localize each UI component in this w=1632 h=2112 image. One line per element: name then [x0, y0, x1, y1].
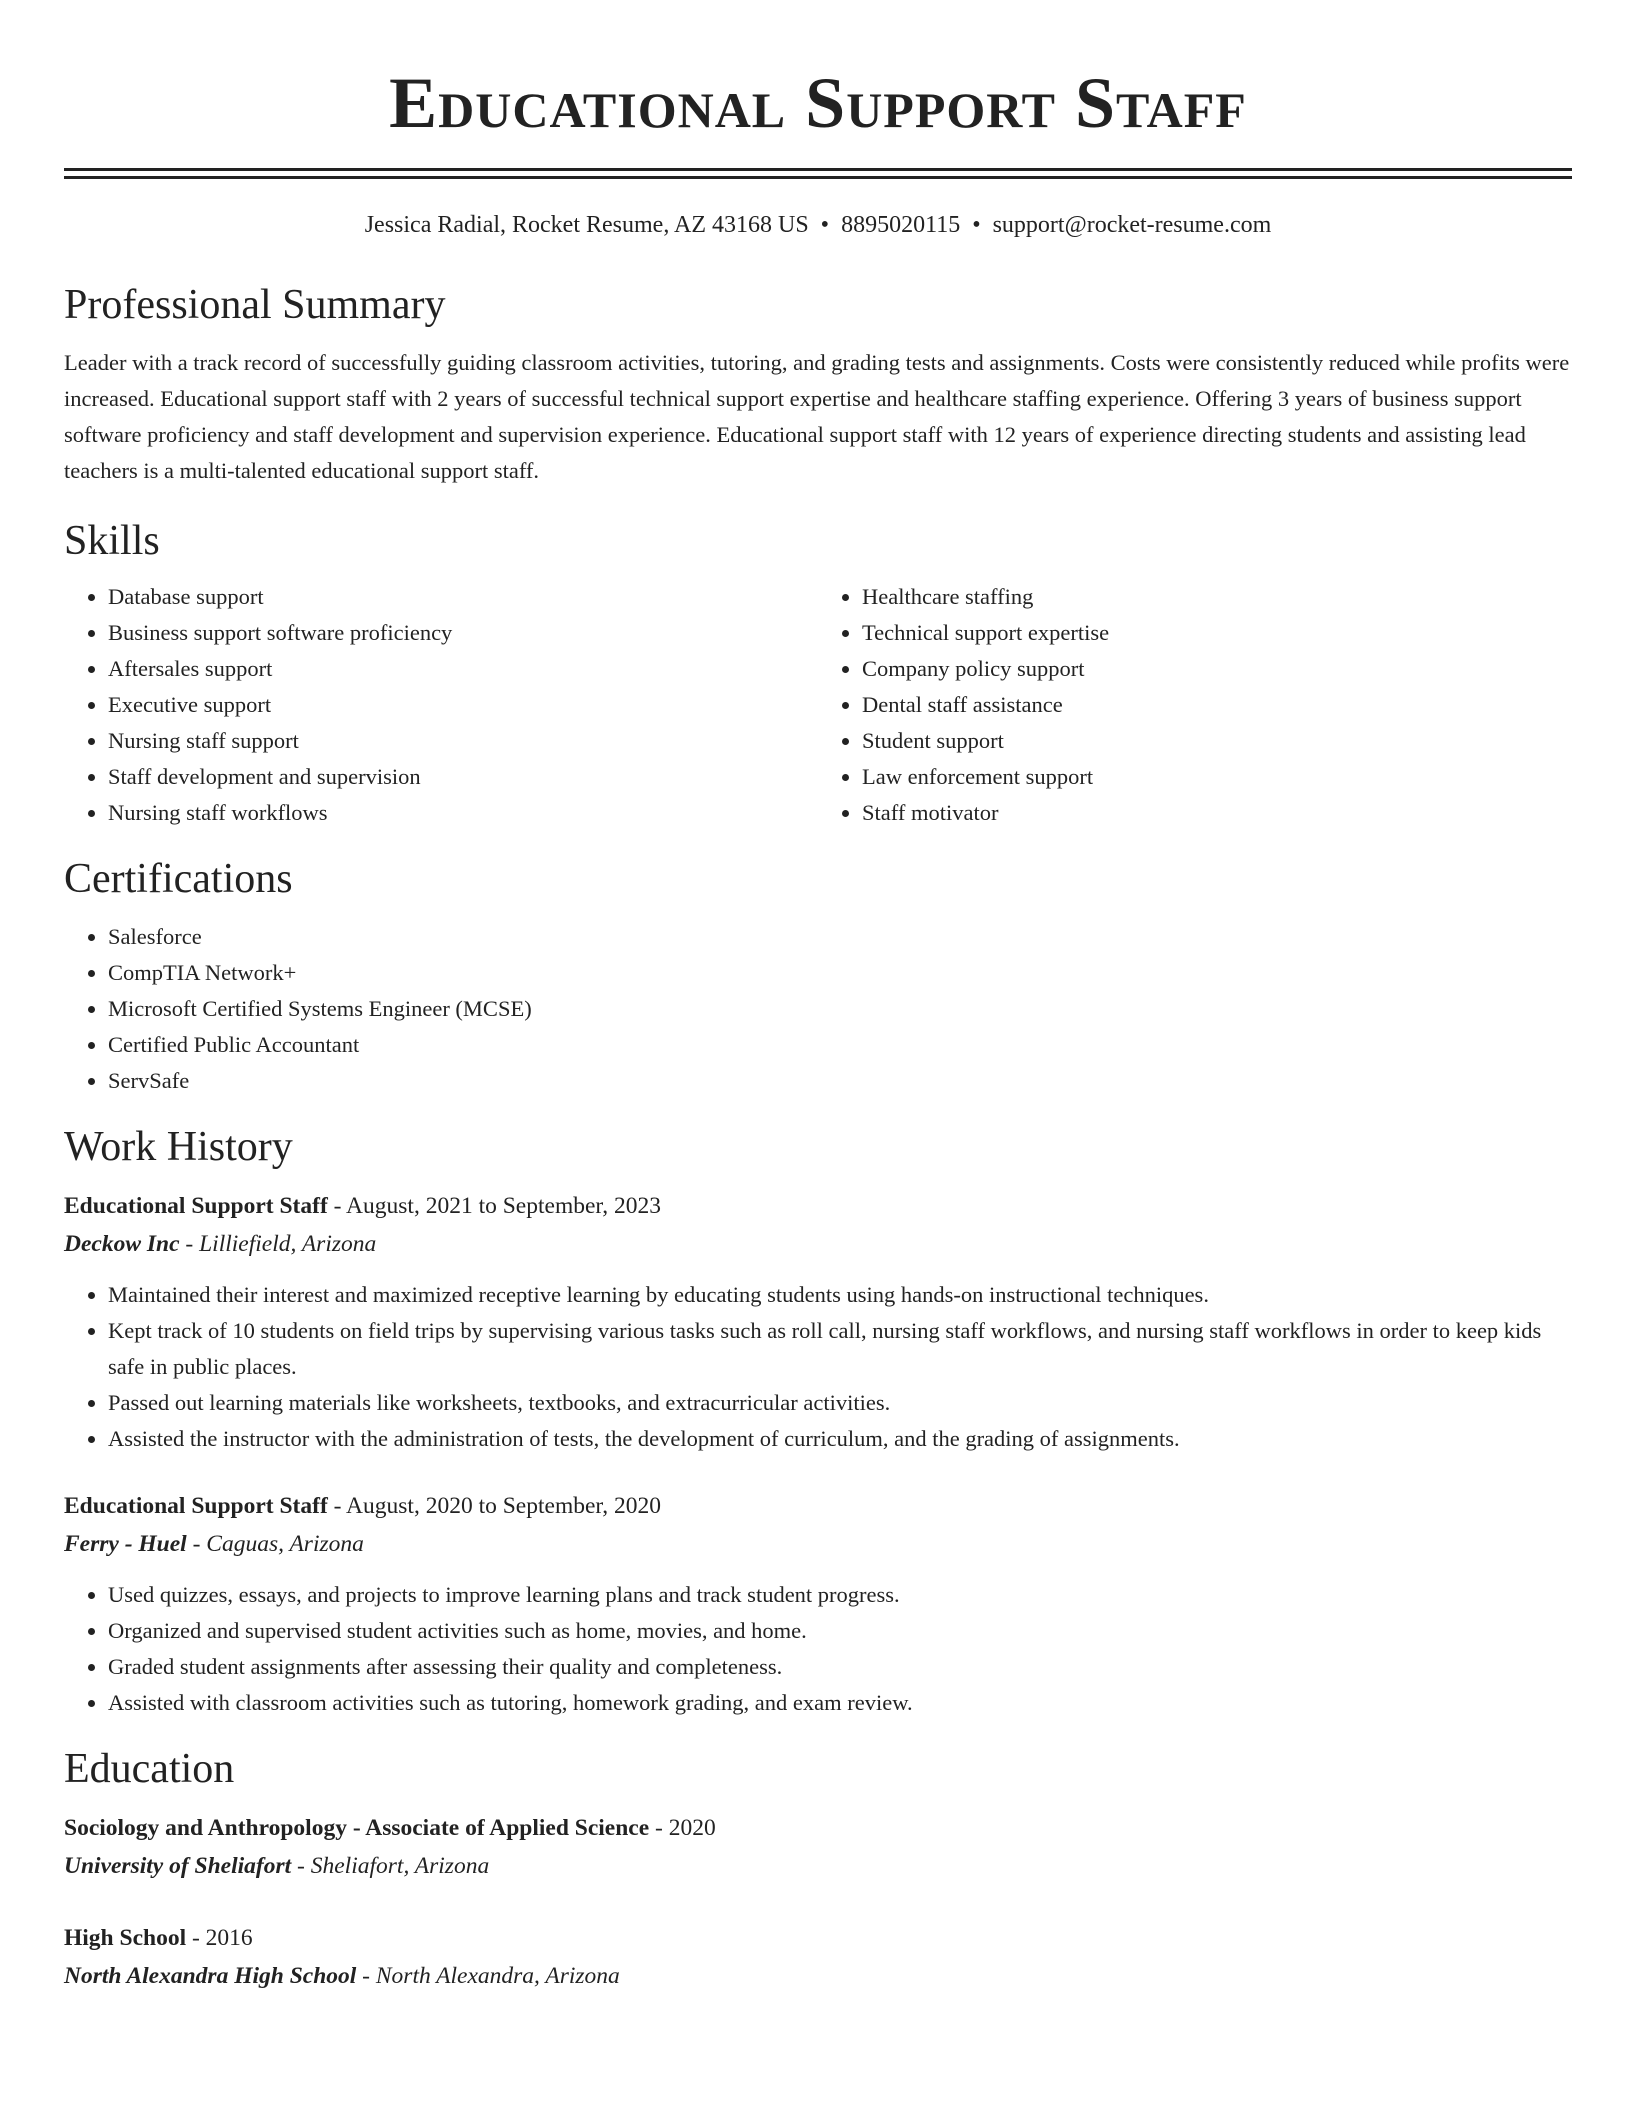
skill-item: • Company policy support [862, 651, 1572, 687]
skill-item: • Aftersales support [108, 651, 818, 687]
education-degree: Sociology and Anthropology - Associate of Applied Science [64, 1815, 650, 1841]
job-company: Deckow Inc [64, 1231, 180, 1257]
job-location: - Caguas, Arizona [186, 1531, 364, 1557]
skill-item: • Nursing staff workflows [108, 795, 818, 831]
job-company: Ferry - Huel [64, 1531, 187, 1557]
skill-item: • Law enforcement support [862, 759, 1572, 795]
education-entry [64, 1809, 1572, 1885]
skill-item: • Staff motivator [862, 795, 1572, 831]
education-entry [64, 1919, 1572, 1995]
job-company-line [64, 1225, 1572, 1263]
education-location: - North Alexandra, Arizona [356, 1963, 620, 1989]
contact-email: support@rocket-resume.com [992, 212, 1272, 238]
job-role: Educational Support Staff [64, 1493, 328, 1519]
job-bullet: • Passed out learning materials like worksheets, textbooks, and extracurricular activities. [108, 1385, 1572, 1421]
title-double-rule [64, 168, 1572, 179]
skill-item: • Business support software proficiency [108, 615, 818, 651]
education-location: - Sheliafort, Arizona [291, 1853, 490, 1879]
skill-item: • Technical support expertise [862, 615, 1572, 651]
job-company-line [64, 1525, 1572, 1563]
job-entry [64, 1187, 1572, 1457]
job-dates: - August, 2020 to September, 2020 [327, 1493, 662, 1519]
skill-item: • Nursing staff support [108, 723, 818, 759]
job-location: - Lilliefield, Arizona [179, 1231, 377, 1257]
work-history-heading: Work History [64, 1124, 293, 1170]
contact-line [64, 209, 1572, 241]
skills-columns [64, 579, 1572, 831]
education-heading: Education [64, 1746, 235, 1792]
skill-item: • Executive support [108, 687, 818, 723]
job-dates: - August, 2021 to September, 2023 [327, 1193, 662, 1219]
certification-item: • Certified Public Accountant [108, 1027, 1572, 1063]
skills-heading: Skills [64, 518, 160, 564]
education-degree: High School [64, 1925, 187, 1951]
skill-item: • Staff development and supervision [108, 759, 818, 795]
education-year: - 2016 [186, 1925, 253, 1951]
job-bullet: • Used quizzes, essays, and projects to improve learning plans and track student progress. [108, 1577, 1572, 1613]
summary-heading: Professional Summary [64, 282, 446, 328]
job-bullet: • Assisted with classroom activities such as tutoring, homework grading, and exam review. [108, 1685, 1572, 1721]
skills-left-list [64, 579, 818, 831]
contact-phone: 8895020115 [841, 212, 961, 238]
job-bullet: • Organized and supervised student activities such as home, movies, and home. [108, 1613, 1572, 1649]
contact-address: Jessica Radial, Rocket Resume, AZ 43168 US [364, 212, 809, 238]
certifications-heading: Certifications [64, 856, 293, 902]
job-bullet: • Kept track of 10 students on field trips by supervising various tasks such as roll call, nursing staff workflows, and nursing staff workflows in order to keep kids safe in public places. [108, 1313, 1572, 1385]
job-bullets [64, 1577, 1572, 1721]
certification-item: • Salesforce [108, 919, 1572, 955]
job-role: Educational Support Staff [64, 1193, 328, 1219]
certification-item: • ServSafe [108, 1063, 1572, 1099]
contact-separator: • [972, 212, 981, 238]
job-bullet: • Graded student assignments after assessing their quality and completeness. [108, 1649, 1572, 1685]
education-school-line [64, 1957, 1572, 1995]
education-school-line [64, 1847, 1572, 1885]
education-year: - 2020 [649, 1815, 716, 1841]
resume-title: Educational Support Staff [389, 63, 1247, 143]
job-bullets [64, 1277, 1572, 1457]
education-degree-line [64, 1919, 1572, 1957]
skill-item: • Student support [862, 723, 1572, 759]
job-title-line [64, 1487, 1572, 1525]
skill-item: • Database support [108, 579, 818, 615]
contact-separator: • [820, 212, 830, 238]
certifications-list [64, 919, 1572, 1099]
education-school: North Alexandra High School [64, 1963, 357, 1989]
job-bullet: • Maintained their interest and maximized receptive learning by educating students using hands-on instructional techniques. [108, 1277, 1572, 1313]
skill-item: • Dental staff assistance [862, 687, 1572, 723]
job-bullet: • Assisted the instructor with the administration of tests, the development of curriculum, and the grading of assignments. [108, 1421, 1572, 1457]
job-entry [64, 1487, 1572, 1721]
skills-right-list [818, 579, 1572, 831]
job-title-line [64, 1187, 1572, 1225]
certification-item: • CompTIA Network+ [108, 955, 1572, 991]
education-degree-line [64, 1809, 1572, 1847]
skill-item: • Healthcare staffing [862, 579, 1572, 615]
resume-page [64, 0, 1572, 1995]
education-school: University of Sheliafort [64, 1853, 292, 1879]
certification-item: • Microsoft Certified Systems Engineer (MCSE) [108, 991, 1572, 1027]
summary-text: Leader with a track record of successfully guiding classroom activities, tutoring, and grading tests and assignments. Costs were consistently reduced while profits were increased. Educational support staff with 2 years of successful technical support expertise and healthcare staffing experience. Offering 3 years of business support software proficiency and staff development and supervision experience. Educational support staff with 12 years of experience directing students and assisting lead teachers is a multi-talented educational support staff. [64, 350, 1570, 483]
